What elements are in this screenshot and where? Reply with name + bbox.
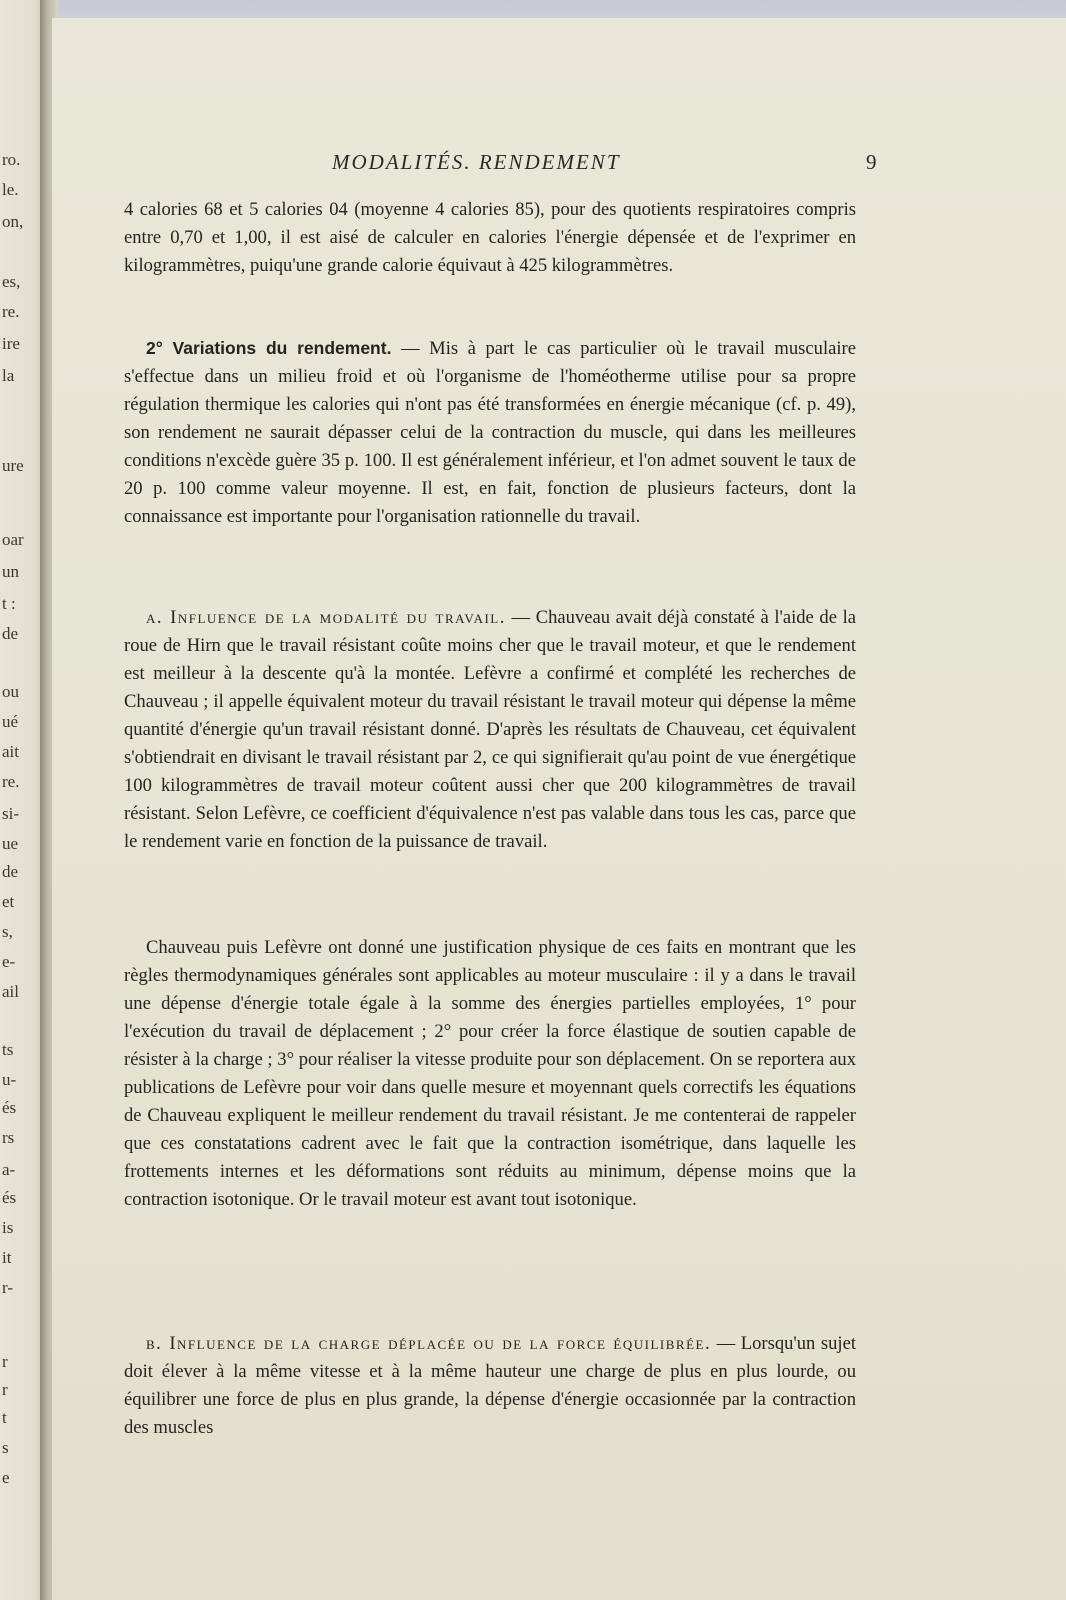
paragraph-5	[124, 1330, 856, 1442]
facing-page-fragment: on,	[2, 212, 24, 231]
facing-page-fragment: ro.	[2, 150, 21, 169]
facing-page-fragment: ait	[2, 742, 19, 761]
facing-page-fragment: t	[2, 1408, 7, 1427]
paragraph-4-text: Chauveau puis Lefèvre ont donné une justification physique de ces faits en montrant que les règles thermodynamiques générales sont applicables au moteur musculaire : il y a dans le travail une dépense d'énergie totale égale à la somme des énergies partielles employées, 1° pour l'exécution du travail de déplacement ; 2° pour créer la force élastique de soutien capable de résister à la charge ; 3° pour réaliser la vitesse produite pour son déplacement. On se reportera aux publications de Lefèvre pour voir dans quelle mesure et moyennant quels correctifs les équations de Chauveau expliquent le meilleur rendement du travail résistant. Je me contenterai de rappeler que ces constatations cadrent avec le fait que la contraction isométrique, dans laquelle les frottements internes et les déformations sont réduits au minimum, dépense moins que la contraction isotonique. Or le travail moteur est avant tout isotonique.	[124, 937, 856, 1210]
facing-page-fragment: s,	[2, 922, 13, 941]
facing-page-fragment: r-	[2, 1278, 13, 1297]
facing-page-fragment: et	[2, 892, 15, 911]
paragraph-3-text: — Chauveau avait déjà constaté à l'aide de la roue de Hirn que le travail résistant coûte moins cher que le travail moteur, et que le rendement est meilleur à la descente qu'à la montée. Lefèvre a confirmé et complété les recherches de Chauveau ; il appelle équivalent moteur du travail résistant le travail moteur qui dépense la même quantité d'énergie qu'un travail résistant donné. D'après les résultats de Chauveau, cet équivalent s'obtiendrait en divisant le travail résistant par 2, ce qui signifierait qu'au point de vue énergétique 100 kilogrammètres de travail moteur coûtent aussi cher que 200 kilogrammètres de travail résistant. Selon Lefèvre, ce coefficient d'équivalence n'est pas valable dans tous les cas, parce que le rendement varie en fonction de la puissance de travail.	[124, 607, 856, 852]
facing-page-fragment: es,	[2, 272, 21, 291]
facing-page-fragment: ué	[2, 712, 19, 731]
facing-page-fragment: s	[2, 1438, 9, 1457]
facing-page-fragment: rs	[2, 1128, 15, 1147]
facing-page-fragment: de	[2, 862, 19, 881]
facing-page-fragment: és	[2, 1188, 17, 1207]
facing-page-fragment: is	[2, 1218, 14, 1237]
facing-page-fragment: ou	[2, 682, 19, 701]
facing-page-fragment: és	[2, 1098, 17, 1117]
facing-page-fragment: ure	[2, 456, 24, 475]
paragraph-1	[124, 196, 856, 280]
facing-page-fragment: u-	[2, 1070, 17, 1089]
subheading-modalite: α. Influence de la modalité du travail.	[146, 607, 506, 628]
paragraph-2	[124, 334, 856, 531]
facing-page-fragment: e	[2, 1468, 10, 1487]
facing-page-fragment: un	[2, 562, 19, 581]
facing-page-fragment: oar	[2, 530, 24, 549]
facing-page-fragment: t :	[2, 594, 16, 613]
facing-page-fragment: a-	[2, 1160, 16, 1179]
facing-page-fragment: re.	[2, 772, 20, 791]
paragraph-2-text: — Mis à part le cas particulier où le travail musculaire s'effectue dans un milieu froid et où l'organisme de l'homéotherme utilise pour sa propre régulation thermique les calories qui n'ont pas été transformées en énergie mécanique (cf. p. 49), son rendement ne saurait dépasser celui de la contraction du muscle, qui dans les meilleures conditions n'excède guère 35 p. 100. Il est généralement inférieur, et l'on admet souvent le taux de 20 p. 100 comme valeur moyenne. Il est, en fait, fonction de plusieurs facteurs, dont la connaissance est importante pour l'organisation rationnelle du travail.	[124, 338, 857, 527]
facing-page-fragment: re.	[2, 302, 20, 321]
facing-page-fragment: ire	[2, 334, 20, 353]
facing-page-fragment: r	[2, 1380, 8, 1399]
page-number: 9	[866, 150, 877, 174]
facing-page-fragment: ts	[2, 1040, 14, 1059]
facing-page-fragment: it	[2, 1248, 12, 1267]
facing-page-fragment: si-	[2, 804, 19, 823]
paragraph-4	[124, 934, 856, 1214]
paragraph-3	[124, 604, 856, 856]
subheading-charge: β. Influence de la charge déplacée ou de la force équilibrée.	[146, 1333, 712, 1354]
running-head: MODALITÉS. RENDEMENT	[332, 150, 621, 174]
facing-page-fragment: le.	[2, 180, 19, 199]
facing-page-fragment: r	[2, 1352, 8, 1371]
facing-page-fragment: ail	[2, 982, 19, 1001]
facing-page-fragment: e-	[2, 952, 16, 971]
facing-page-fragment: ue	[2, 834, 19, 853]
facing-page-fragment: de	[2, 624, 19, 643]
paragraph-5-text: — Lorsqu'un sujet doit élever à la même vitesse et à la même hauteur une charge de plus en plus lourde, ou équilibrer une force de plus en plus grande, la dépense d'énergie occasionnée par la contraction des muscles	[124, 1333, 856, 1438]
section-heading-variations: 2° Variations du rendement.	[146, 338, 392, 358]
facing-page-fragment: la	[2, 366, 15, 385]
paragraph-1-text: 4 calories 68 et 5 calories 04 (moyenne 4 calories 85), pour des quotients respiratoires compris entre 0,70 et 1,00, il est aisé de calculer en calories l'énergie dépensée et de l'exprimer en kilogrammètres, puiqu'une grande calorie équivaut à 425 kilogrammètres.	[124, 199, 856, 276]
